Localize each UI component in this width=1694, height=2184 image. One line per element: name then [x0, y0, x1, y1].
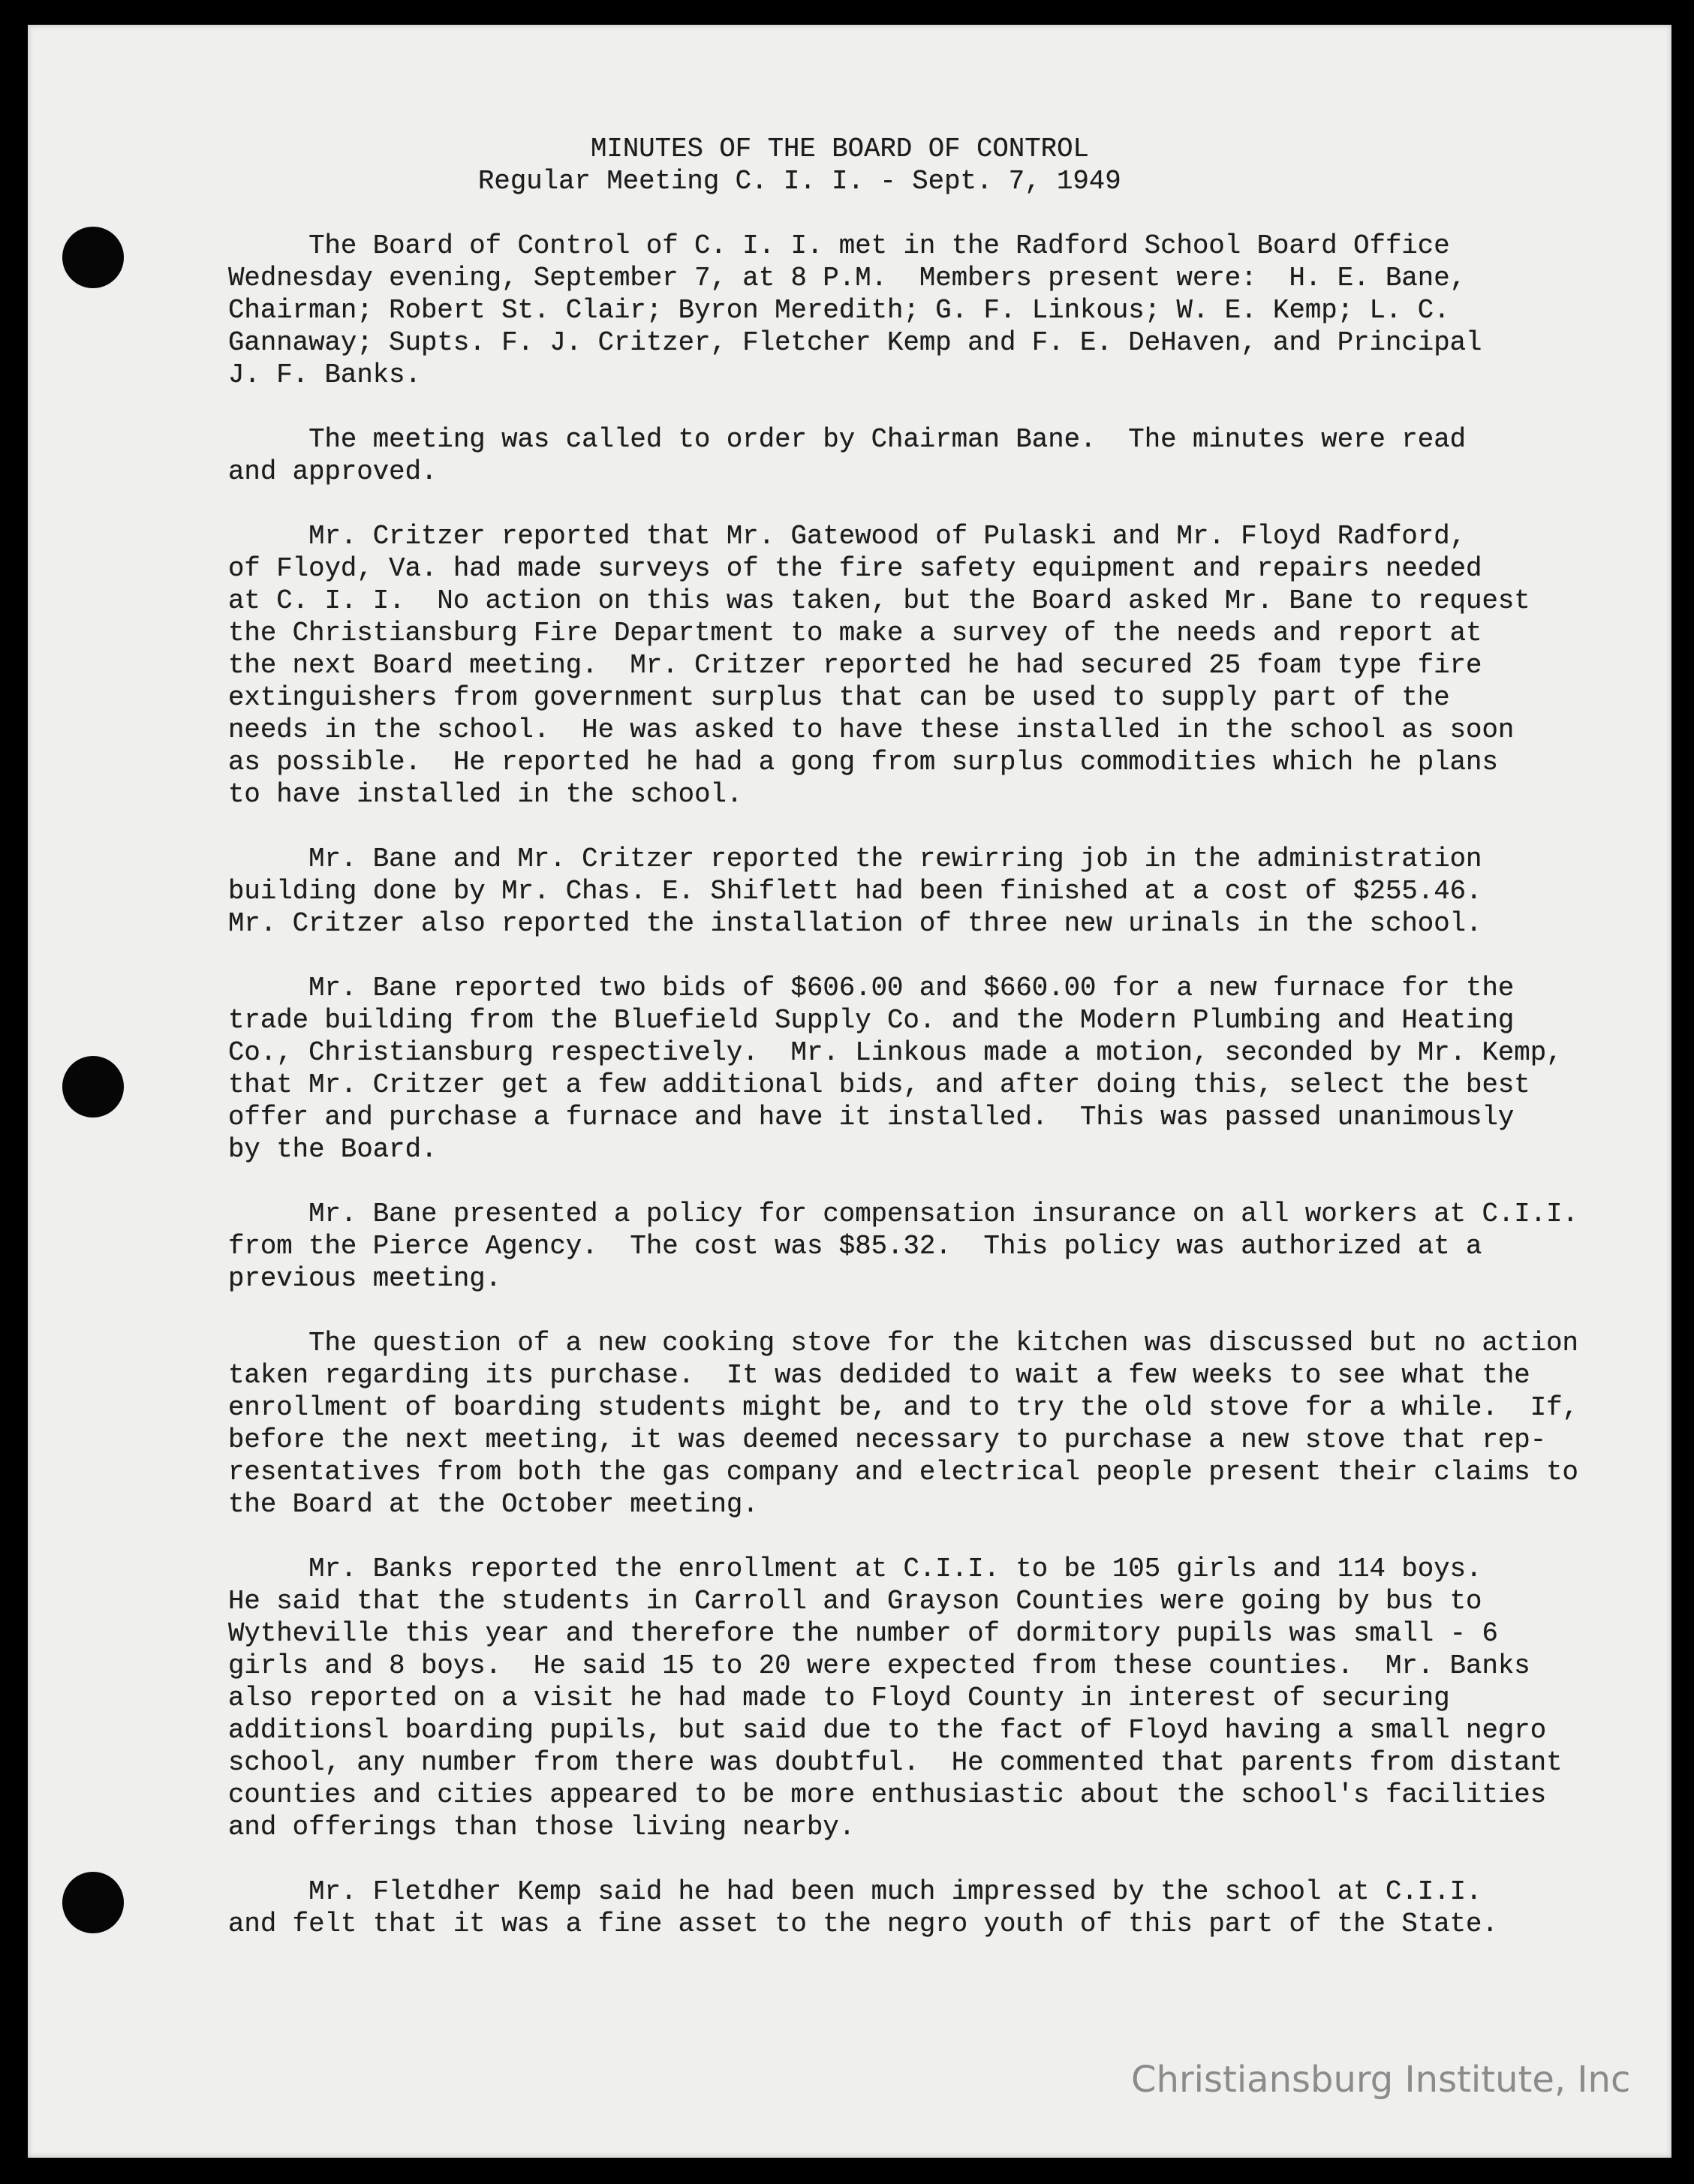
document-title: MINUTES OF THE BOARD OF CONTROL — [591, 134, 1089, 164]
text-line: taken regarding its purchase. It was dedided to wait a few weeks to see what the — [228, 1360, 1530, 1391]
text-line: trade building from the Bluefield Supply Co. and the Modern Plumbing and Heating — [228, 1005, 1515, 1036]
paragraph-closing-remarks — [228, 1876, 1639, 1940]
text-line: The Board of Control of C. I. I. met in the Radford School Board Office — [308, 230, 1450, 261]
hole-punch-middle — [62, 1056, 124, 1118]
text-line: at C. I. I. No action on this was taken, but the Board asked Mr. Bane to request — [228, 585, 1530, 616]
hole-punch-top — [62, 227, 124, 288]
paragraph-enrollment — [228, 1553, 1639, 1843]
text-line: needs in the school. He was asked to have these installed in the school as soon — [228, 714, 1515, 745]
text-line: previous meeting. — [228, 1263, 502, 1294]
text-line: that Mr. Critzer get a few additional bids, and after doing this, select the best — [228, 1069, 1530, 1100]
paragraph-attendance — [228, 230, 1639, 391]
paragraph-rewiring — [228, 843, 1639, 940]
text-line: building done by Mr. Chas. E. Shiflett had been finished at a cost of $255.46. — [228, 876, 1482, 907]
text-line: girls and 8 boys. He said 15 to 20 were expected from these counties. Mr. Banks — [228, 1650, 1530, 1681]
text-line: extinguishers from government surplus that can be used to supply part of the — [228, 682, 1450, 713]
hole-punch-bottom — [62, 1872, 124, 1933]
watermark: Christiansburg Institute, Inc — [1131, 2059, 1631, 2101]
text-line: of Floyd, Va. had made surveys of the fire safety equipment and repairs needed — [228, 553, 1482, 584]
text-line: to have installed in the school. — [228, 779, 743, 810]
text-line: Mr. Bane and Mr. Critzer reported the rewirring job in the administration — [308, 844, 1482, 874]
text-line: He said that the students in Carroll and Grayson Counties were going by bus to — [228, 1586, 1482, 1617]
paragraph-insurance — [228, 1198, 1639, 1295]
text-line: the next Board meeting. Mr. Critzer reported he had secured 25 foam type fire — [228, 650, 1482, 681]
text-line: Co., Christiansburg respectively. Mr. Linkous made a motion, seconded by Mr. Kemp, — [228, 1037, 1563, 1068]
typed-minutes — [228, 133, 1639, 1940]
text-line: offer and purchase a furnace and have it installed. This was passed unanimously — [228, 1102, 1515, 1133]
text-line: the Christiansburg Fire Department to make a survey of the needs and report at — [228, 618, 1482, 648]
text-line: The question of a new cooking stove for the kitchen was discussed but no action — [308, 1328, 1578, 1358]
text-line: Mr. Banks reported the enrollment at C.I.I. to be 105 girls and 114 boys. — [308, 1554, 1482, 1584]
text-line: and offerings than those living nearby. — [228, 1812, 856, 1843]
text-line: Gannaway; Supts. F. J. Critzer, Fletcher Kemp and F. E. DeHaven, and Principal — [228, 327, 1482, 358]
paragraph-cooking-stove — [228, 1327, 1639, 1521]
document-subtitle: Regular Meeting C. I. I. - Sept. 7, 1949 — [478, 166, 1121, 197]
text-line: by the Board. — [228, 1134, 438, 1165]
paragraph-fire-safety — [228, 520, 1639, 811]
text-line: Wednesday evening, September 7, at 8 P.M. Members present were: H. E. Bane, — [228, 263, 1467, 293]
text-line: enrollment of boarding students might be, and to try the old stove for a while. If, — [228, 1392, 1578, 1423]
paragraph-call-to-order — [228, 423, 1639, 488]
text-line: school, any number from there was doubtful. He commented that parents from distant — [228, 1747, 1563, 1778]
text-line: and approved. — [228, 456, 438, 487]
text-line: the Board at the October meeting. — [228, 1489, 759, 1520]
text-line: also reported on a visit he had made to Floyd County in interest of securing — [228, 1683, 1450, 1713]
text-line: J. F. Banks. — [228, 359, 421, 390]
text-line: as possible. He reported he had a gong from surplus commodities which he plans — [228, 747, 1498, 778]
text-line: Wytheville this year and therefore the number of dormitory pupils was small - 6 — [228, 1618, 1498, 1649]
text-line: from the Pierce Agency. The cost was $85.32. This policy was authorized at a — [228, 1231, 1482, 1262]
text-line: Mr. Fletdher Kemp said he had been much impressed by the school at C.I.I. — [308, 1876, 1482, 1907]
text-line: The meeting was called to order by Chairman Bane. The minutes were read — [308, 424, 1467, 455]
heading — [228, 133, 1639, 197]
text-line: resentatives from both the gas company and electrical people present their claims to — [228, 1457, 1578, 1488]
text-line: Mr. Critzer reported that Mr. Gatewood of Pulaski and Mr. Floyd Radford, — [308, 521, 1467, 552]
text-line: Mr. Critzer also reported the installation of three new urinals in the school. — [228, 908, 1482, 939]
text-line: Mr. Bane reported two bids of $606.00 and $660.00 for a new furnace for the — [308, 973, 1515, 1003]
text-line: before the next meeting, it was deemed necessary to purchase a new stove that rep- — [228, 1424, 1547, 1455]
text-line: Mr. Bane presented a policy for compensation insurance on all workers at C.I.I. — [308, 1199, 1578, 1229]
text-line: counties and cities appeared to be more enthusiastic about the school's facilities — [228, 1779, 1547, 1810]
text-line: Chairman; Robert St. Clair; Byron Meredith; G. F. Linkous; W. E. Kemp; L. C. — [228, 295, 1450, 326]
text-line: and felt that it was a fine asset to the negro youth of this part of the State. — [228, 1909, 1498, 1939]
paragraph-furnace-bids — [228, 972, 1639, 1166]
text-line: additionsl boarding pupils, but said due to the fact of Floyd having a small negro — [228, 1715, 1547, 1746]
